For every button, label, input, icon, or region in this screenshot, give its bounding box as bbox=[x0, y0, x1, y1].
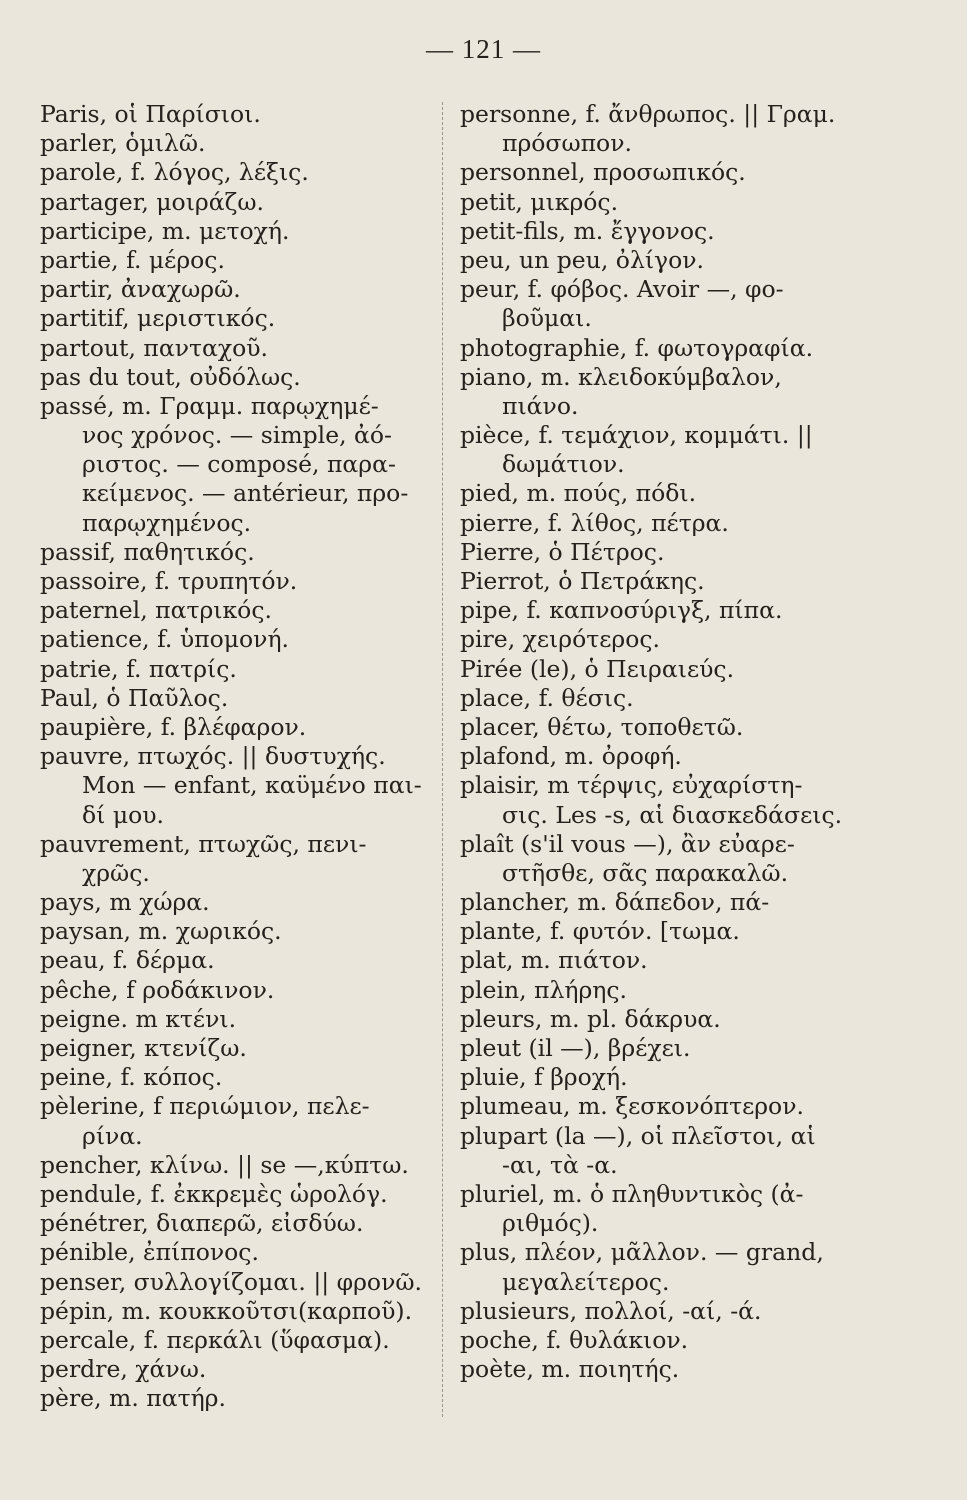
dictionary-entry: poète, m. ποιητής. bbox=[460, 1355, 680, 1384]
dictionary-entry: pénible, ἐπίπονος. bbox=[40, 1238, 259, 1267]
dictionary-entry: plupart (la —), οἱ πλεῖστοι, αἱ bbox=[460, 1121, 816, 1150]
dictionary-entry: Pierre, ὁ Πέτρος. bbox=[460, 537, 665, 566]
dictionary-entry: pencher, κλίνω. || se —,κύπτω. bbox=[40, 1150, 409, 1179]
dictionary-entry: pêche, f ροδάκινον. bbox=[40, 975, 275, 1004]
dictionary-entry: plante, f. φυτόν. [τωμα. bbox=[460, 917, 740, 946]
dictionary-entry: perdre, χάνω. bbox=[40, 1355, 207, 1384]
dictionary-entry: partager, μοιράζω. bbox=[40, 187, 264, 216]
dictionary-entry: pleurs, m. pl. δάκρυα. bbox=[460, 1004, 721, 1033]
dictionary-entry: plumeau, m. ξεσκονόπτερον. bbox=[460, 1092, 804, 1121]
dictionary-entry-continuation: στῆσθε, σᾶς παρακαλῶ. bbox=[502, 858, 789, 887]
dictionary-entry: placer, θέτω, τοποθετῶ. bbox=[460, 712, 744, 741]
dictionary-entry: pluie, f βροχή. bbox=[460, 1063, 628, 1092]
dictionary-entry: peigne. m κτένι. bbox=[40, 1004, 237, 1033]
dictionary-entry: pluriel, m. ὁ πληθυντικὸς (ἀ- bbox=[460, 1179, 804, 1208]
dictionary-entry: père, m. πατήρ. bbox=[40, 1384, 226, 1413]
dictionary-entry: plusieurs, πολλοί, -αί, -ά. bbox=[460, 1296, 762, 1325]
dictionary-entry: plus, πλέον, μᾶλλον. — grand, bbox=[460, 1238, 824, 1267]
dictionary-entry: pauvrement, πτωχῶς, πενι- bbox=[40, 829, 367, 858]
dictionary-entry: Pierrot, ὁ Πετράκης. bbox=[460, 567, 705, 595]
dictionary-entry-continuation: νος χρόνος. — simple, ἀό- bbox=[82, 421, 392, 450]
dictionary-entry: patience, f. ὑπομονή. bbox=[40, 625, 289, 654]
dictionary-entry: pas du tout, οὐδόλως. bbox=[40, 362, 301, 391]
dictionary-entry: partout, πανταχοῦ. bbox=[40, 333, 269, 362]
dictionary-entry: plaisir, m τέρψις, εὐχαρίστη- bbox=[460, 771, 803, 800]
dictionary-entry: pauvre, πτωχός. || δυστυχής. bbox=[40, 742, 386, 771]
dictionary-entry-continuation: κείμενος. — antérieur, προ- bbox=[82, 479, 409, 508]
dictionary-entry: partir, ἀναχωρῶ. bbox=[40, 275, 241, 304]
dictionary-entry: percale, f. περκάλι (ὕφασμα). bbox=[40, 1325, 390, 1354]
dictionary-entry: paysan, m. χωρικός. bbox=[40, 917, 282, 946]
dictionary-entry: participe, m. μετοχή. bbox=[40, 216, 290, 245]
dictionary-entry: partie, f. μέρος. bbox=[40, 245, 225, 274]
dictionary-entry: Paul, ὁ Παῦλος. bbox=[40, 683, 229, 712]
dictionary-entry: pénétrer, διαπερῶ, εἰσδύω. bbox=[40, 1209, 364, 1238]
dictionary-entry: paternel, πατρικός. bbox=[40, 596, 272, 625]
dictionary-entry: patrie, f. πατρίς. bbox=[40, 654, 237, 683]
dictionary-entry: plancher, m. δάπεδον, πά- bbox=[460, 888, 770, 917]
dictionary-column-left bbox=[40, 100, 435, 1413]
dictionary-entry: pipe, f. καπνοσύριγξ, πίπα. bbox=[460, 596, 783, 625]
dictionary-entry: pierre, f. λίθος, πέτρα. bbox=[460, 508, 729, 537]
dictionary-entry: peigner, κτενίζω. bbox=[40, 1034, 247, 1062]
dictionary-entry-continuation: ριστος. — composé, παρα- bbox=[82, 450, 396, 479]
dictionary-entry: parler, ὁμιλῶ. bbox=[40, 129, 206, 158]
dictionary-entry: peau, f. δέρμα. bbox=[40, 946, 215, 975]
dictionary-entry-continuation: χρῶς. bbox=[82, 858, 150, 887]
dictionary-entry-continuation: δωμάτιον. bbox=[502, 450, 625, 479]
dictionary-entry: pays, m χώρα. bbox=[40, 888, 210, 917]
dictionary-entry: pépin, m. κουκκοῦτσι(καρποῦ). bbox=[40, 1296, 413, 1325]
dictionary-entry: personne, f. ἄνθρωπος. || Γραμ. bbox=[460, 100, 836, 128]
dictionary-entry: piano, m. κλειδοκύμβαλον, bbox=[460, 362, 782, 391]
dictionary-entry: peine, f. κόπος. bbox=[40, 1063, 223, 1092]
dictionary-entry: pied, m. πούς, πόδι. bbox=[460, 479, 697, 508]
dictionary-entry: poche, f. θυλάκιον. bbox=[460, 1325, 689, 1354]
dictionary-entry-continuation: βοῦμαι. bbox=[502, 304, 592, 333]
dictionary-entry: passé, m. Γραμμ. παρῳχημέ- bbox=[40, 391, 379, 420]
dictionary-entry-continuation: δί μου. bbox=[82, 800, 165, 829]
dictionary-entry: peur, f. φόβος. Avoir —, φο- bbox=[460, 275, 784, 304]
dictionary-entry: passoire, f. τρυπητόν. bbox=[40, 567, 298, 595]
dictionary-entry: place, f. θέσις. bbox=[460, 683, 634, 712]
dictionary-entry: plein, πλήρης. bbox=[460, 975, 628, 1004]
dictionary-entry: personnel, προσωπικός. bbox=[460, 158, 746, 187]
dictionary-column-right bbox=[460, 100, 880, 1384]
dictionary-entry: paupière, f. βλέφαρον. bbox=[40, 712, 307, 741]
dictionary-entry: pire, χειρότερος. bbox=[460, 625, 661, 654]
dictionary-entry: plafond, m. ὀροφή. bbox=[460, 742, 682, 771]
dictionary-entry-continuation: Mon — enfant, καϋμένο παι- bbox=[82, 771, 422, 800]
dictionary-entry: pleut (il —), βρέχει. bbox=[460, 1034, 691, 1062]
dictionary-entry: partitif, μεριστικός. bbox=[40, 304, 276, 333]
dictionary-entry-continuation: -αι, τὰ -α. bbox=[502, 1150, 618, 1179]
dictionary-entry-continuation: πρόσωπον. bbox=[502, 129, 632, 158]
dictionary-entry: pèlerine, f περιώμιον, πελε- bbox=[40, 1092, 370, 1121]
dictionary-entry: pendule, f. ἐκκρεμὲς ὡρολόγ. bbox=[40, 1179, 388, 1208]
dictionary-entry: plat, m. πιάτον. bbox=[460, 946, 648, 975]
dictionary-entry-continuation: μεγαλείτερος. bbox=[502, 1267, 670, 1296]
dictionary-entry: passif, παθητικός. bbox=[40, 537, 255, 566]
page-number: — 121 — bbox=[426, 34, 541, 64]
dictionary-entry: parole, f. λόγος, λέξις. bbox=[40, 158, 309, 187]
column-divider bbox=[442, 102, 443, 1417]
dictionary-entry: photographie, f. φωτογραφία. bbox=[460, 333, 814, 362]
dictionary-entry: penser, συλλογίζομαι. || φρονῶ. bbox=[40, 1267, 422, 1296]
dictionary-entry-continuation: σις. Les -s, αἱ διασκεδάσεις. bbox=[502, 800, 843, 829]
dictionary-entry: peu, un peu, ὀλίγον. bbox=[460, 245, 704, 274]
dictionary-entry-continuation: ριθμός). bbox=[502, 1209, 599, 1238]
dictionary-entry: petit, μικρός. bbox=[460, 187, 619, 216]
dictionary-entry-continuation: παρῳχημένος. bbox=[82, 508, 252, 537]
dictionary-entry: pièce, f. τεμάχιον, κομμάτι. || bbox=[460, 421, 813, 450]
dictionary-entry-continuation: πιάνο. bbox=[502, 391, 579, 420]
dictionary-entry: plaît (s'il vous —), ἂν εὐαρε- bbox=[460, 829, 795, 858]
dictionary-entry: Paris, οἱ Παρίσιοι. bbox=[40, 100, 261, 128]
dictionary-entry-continuation: ρίνα. bbox=[82, 1121, 143, 1150]
dictionary-entry: petit-fils, m. ἔγγονος. bbox=[460, 216, 715, 245]
dictionary-entry: Pirée (le), ὁ Πειραιεύς. bbox=[460, 654, 735, 683]
